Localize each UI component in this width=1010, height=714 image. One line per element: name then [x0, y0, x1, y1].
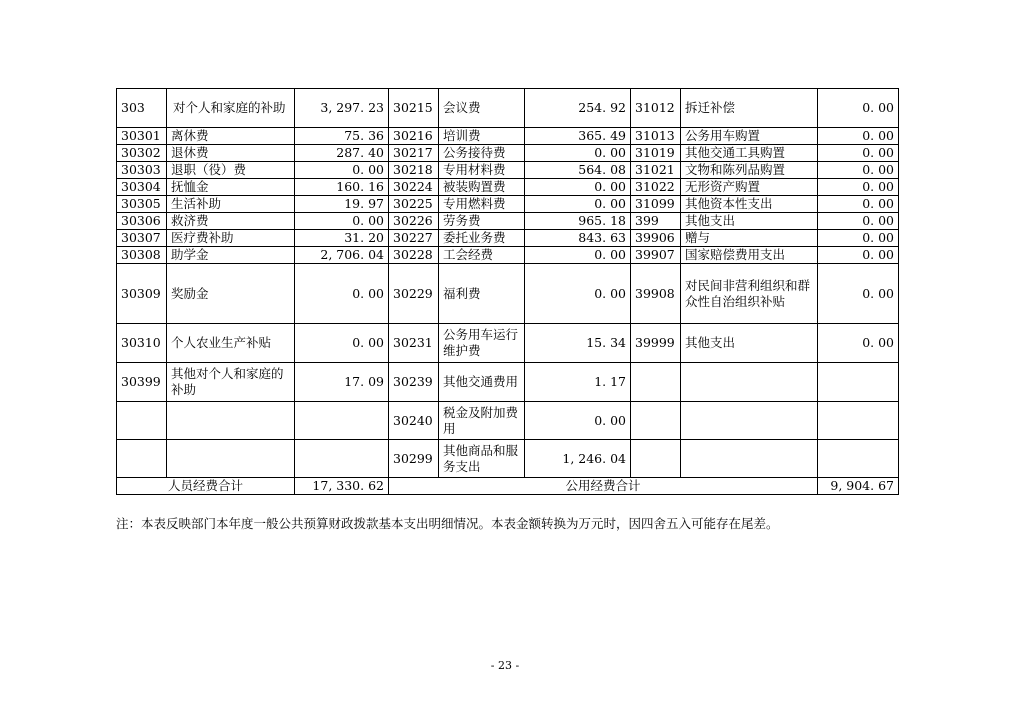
table-row	[117, 213, 899, 230]
item-name-3: 其他支出	[681, 213, 818, 230]
item-name-1: 抚恤金	[167, 179, 295, 196]
econ-code-2: 30217	[389, 145, 439, 162]
econ-code-3	[631, 363, 681, 402]
amount-1: 3, 297. 23	[295, 89, 389, 128]
amount-1	[295, 402, 389, 440]
table-row	[117, 324, 899, 363]
amount-2: 0. 00	[525, 179, 631, 196]
item-name-2: 其他交通费用	[439, 363, 525, 402]
econ-code-3: 39906	[631, 230, 681, 247]
econ-code-2: 30225	[389, 196, 439, 213]
econ-code-3: 31019	[631, 145, 681, 162]
econ-code-3: 39907	[631, 247, 681, 264]
amount-3: 0. 00	[818, 196, 899, 213]
item-name-1: 退职（役）费	[167, 162, 295, 179]
table-row	[117, 247, 899, 264]
personnel-total-value: 17, 330. 62	[295, 478, 389, 495]
econ-code-3	[631, 402, 681, 440]
item-name-1: 救济费	[167, 213, 295, 230]
amount-1: 75. 36	[295, 128, 389, 145]
table-row	[117, 363, 899, 402]
item-name-2: 税金及附加费用	[439, 402, 525, 440]
amount-1: 19. 97	[295, 196, 389, 213]
expenditure-detail-table	[116, 88, 899, 495]
econ-code-1: 30304	[117, 179, 167, 196]
econ-code-2: 30228	[389, 247, 439, 264]
item-name-3: 无形资产购置	[681, 179, 818, 196]
econ-code-1: 30308	[117, 247, 167, 264]
item-name-2: 会议费	[439, 89, 525, 128]
amount-2: 0. 00	[525, 196, 631, 213]
econ-code-1: 30302	[117, 145, 167, 162]
table-row	[117, 402, 899, 440]
item-name-3: 公务用车购置	[681, 128, 818, 145]
public-total-label: 公用经费合计	[389, 478, 818, 495]
amount-2: 1, 246. 04	[525, 440, 631, 478]
item-name-1: 生活补助	[167, 196, 295, 213]
table-row	[117, 264, 899, 324]
amount-1: 160. 16	[295, 179, 389, 196]
econ-code-3	[631, 440, 681, 478]
amount-1: 17. 09	[295, 363, 389, 402]
econ-code-1	[117, 440, 167, 478]
amount-3: 0. 00	[818, 145, 899, 162]
item-name-1: 医疗费补助	[167, 230, 295, 247]
econ-code-2: 30229	[389, 264, 439, 324]
table-row	[117, 162, 899, 179]
amount-2: 0. 00	[525, 264, 631, 324]
item-name-2: 被装购置费	[439, 179, 525, 196]
item-name-2: 福利费	[439, 264, 525, 324]
item-name-1: 离休费	[167, 128, 295, 145]
item-name-1: 退休费	[167, 145, 295, 162]
table-row	[117, 145, 899, 162]
item-name-1	[167, 402, 295, 440]
amount-3: 0. 00	[818, 230, 899, 247]
econ-code-1: 30301	[117, 128, 167, 145]
econ-code-1: 30310	[117, 324, 167, 363]
econ-code-2: 30226	[389, 213, 439, 230]
amount-2: 843. 63	[525, 230, 631, 247]
item-name-2: 培训费	[439, 128, 525, 145]
item-name-2: 公务接待费	[439, 145, 525, 162]
item-name-3	[681, 402, 818, 440]
econ-code-2: 30215	[389, 89, 439, 128]
item-name-3: 对民间非营利组织和群众性自治组织补贴	[681, 264, 818, 324]
item-name-2: 专用材料费	[439, 162, 525, 179]
item-name-3	[681, 363, 818, 402]
econ-code-3: 39908	[631, 264, 681, 324]
amount-1: 0. 00	[295, 264, 389, 324]
amount-3	[818, 440, 899, 478]
amount-3: 0. 00	[818, 213, 899, 230]
item-name-3: 文物和陈列品购置	[681, 162, 818, 179]
amount-1: 31. 20	[295, 230, 389, 247]
amount-3: 0. 00	[818, 162, 899, 179]
table-row	[117, 128, 899, 145]
personnel-total-label: 人员经费合计	[117, 478, 295, 495]
amount-2: 15. 34	[525, 324, 631, 363]
amount-1: 2, 706. 04	[295, 247, 389, 264]
table-row	[117, 440, 899, 478]
public-total-value: 9, 904. 67	[818, 478, 899, 495]
econ-code-1: 30309	[117, 264, 167, 324]
table-row	[117, 89, 899, 128]
item-name-3: 其他交通工具购置	[681, 145, 818, 162]
item-name-3: 国家赔偿费用支出	[681, 247, 818, 264]
econ-code-1	[117, 402, 167, 440]
item-name-2: 公务用车运行维护费	[439, 324, 525, 363]
amount-3: 0. 00	[818, 128, 899, 145]
econ-code-1: 30307	[117, 230, 167, 247]
amount-1	[295, 440, 389, 478]
amount-3: 0. 00	[818, 247, 899, 264]
item-name-2: 专用燃料费	[439, 196, 525, 213]
econ-code-3: 31012	[631, 89, 681, 128]
table-row	[117, 196, 899, 213]
amount-2: 365. 49	[525, 128, 631, 145]
amount-2: 254. 92	[525, 89, 631, 128]
item-name-1	[167, 440, 295, 478]
amount-2: 564. 08	[525, 162, 631, 179]
item-name-1: 对个人和家庭的补助	[167, 89, 295, 128]
item-name-2: 其他商品和服务支出	[439, 440, 525, 478]
amount-3: 0. 00	[818, 89, 899, 128]
item-name-3: 拆迁补偿	[681, 89, 818, 128]
econ-code-1: 30306	[117, 213, 167, 230]
amount-3: 0. 00	[818, 324, 899, 363]
econ-code-3: 31099	[631, 196, 681, 213]
econ-code-2: 30216	[389, 128, 439, 145]
econ-code-2: 30224	[389, 179, 439, 196]
econ-code-2: 30239	[389, 363, 439, 402]
table-row	[117, 179, 899, 196]
amount-2: 1. 17	[525, 363, 631, 402]
totals-row	[117, 478, 899, 495]
item-name-1: 奖励金	[167, 264, 295, 324]
item-name-3	[681, 440, 818, 478]
table-footnote: 注：本表反映部门本年度一般公共预算财政拨款基本支出明细情况。本表金额转换为万元时，因四舍五入可能存在尾差。	[116, 516, 779, 531]
item-name-3: 赠与	[681, 230, 818, 247]
page-number: - 23 -	[490, 659, 520, 672]
econ-code-3: 31022	[631, 179, 681, 196]
item-name-2: 工会经费	[439, 247, 525, 264]
amount-3	[818, 402, 899, 440]
econ-code-1: 303	[117, 89, 167, 128]
item-name-1: 个人农业生产补贴	[167, 324, 295, 363]
amount-1: 0. 00	[295, 324, 389, 363]
amount-3: 0. 00	[818, 179, 899, 196]
econ-code-1: 30303	[117, 162, 167, 179]
econ-code-3: 39999	[631, 324, 681, 363]
econ-code-3: 31021	[631, 162, 681, 179]
econ-code-2: 30231	[389, 324, 439, 363]
econ-code-2: 30299	[389, 440, 439, 478]
econ-code-2: 30240	[389, 402, 439, 440]
item-name-3: 其他支出	[681, 324, 818, 363]
econ-code-1: 30305	[117, 196, 167, 213]
econ-code-3: 31013	[631, 128, 681, 145]
econ-code-2: 30227	[389, 230, 439, 247]
amount-2: 965. 18	[525, 213, 631, 230]
item-name-2: 劳务费	[439, 213, 525, 230]
item-name-1: 助学金	[167, 247, 295, 264]
econ-code-1: 30399	[117, 363, 167, 402]
amount-1: 287. 40	[295, 145, 389, 162]
item-name-1: 其他对个人和家庭的补助	[167, 363, 295, 402]
item-name-3: 其他资本性支出	[681, 196, 818, 213]
amount-1: 0. 00	[295, 162, 389, 179]
amount-3	[818, 363, 899, 402]
amount-1: 0. 00	[295, 213, 389, 230]
amount-2: 0. 00	[525, 247, 631, 264]
econ-code-3: 399	[631, 213, 681, 230]
amount-2: 0. 00	[525, 145, 631, 162]
item-name-2: 委托业务费	[439, 230, 525, 247]
amount-2: 0. 00	[525, 402, 631, 440]
table-row	[117, 230, 899, 247]
amount-3: 0. 00	[818, 264, 899, 324]
econ-code-2: 30218	[389, 162, 439, 179]
